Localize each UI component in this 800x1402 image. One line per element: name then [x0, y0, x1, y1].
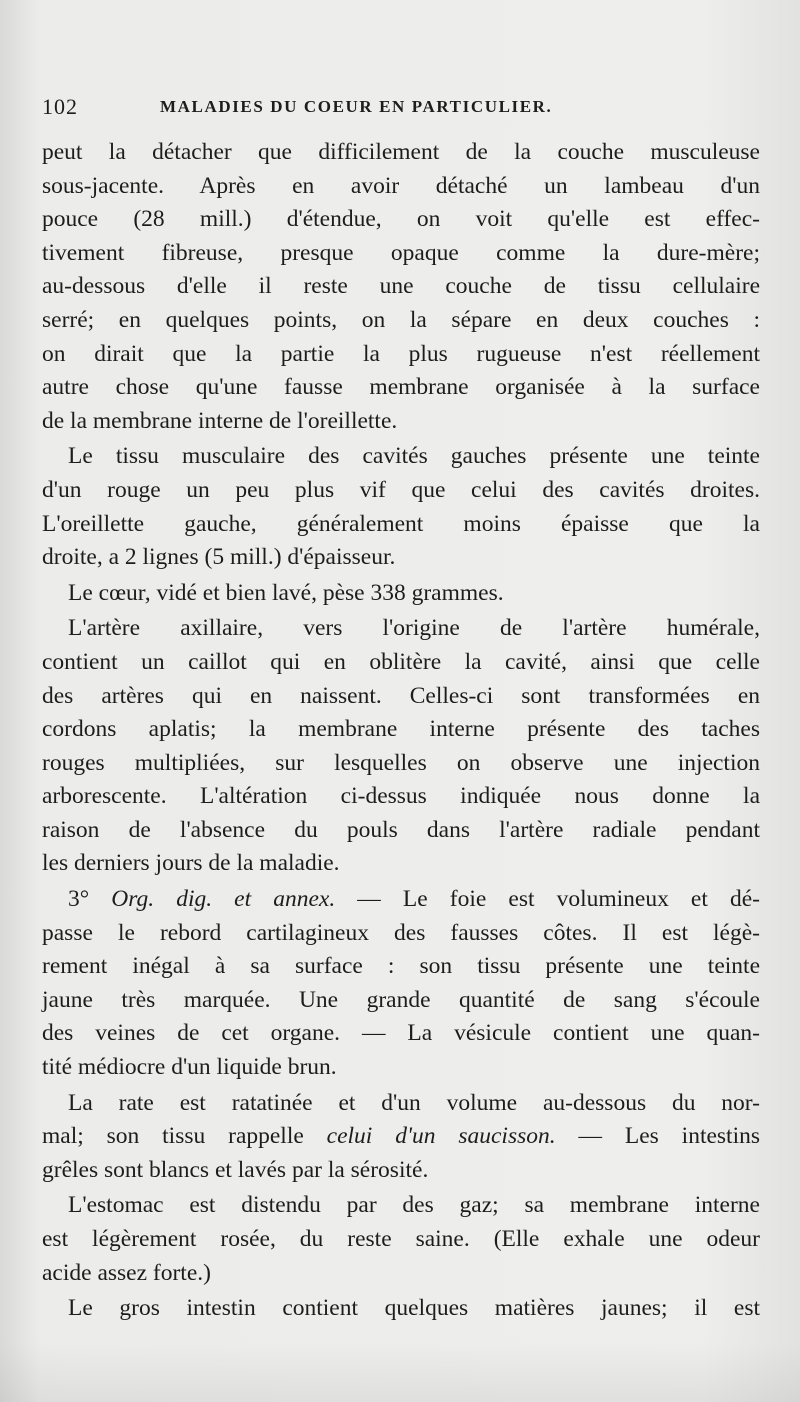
- page-header: [42, 94, 762, 124]
- text-line: rement inégal à sa surface : son tissu présente une teinte: [42, 953, 760, 980]
- text-line: des veines de cet organe. — La vésicule contient une quan-: [42, 1020, 760, 1047]
- section-heading: Org. dig. et annex.: [111, 886, 336, 913]
- text-line: rouges multipliées, sur lesquelles on observe une injection: [42, 749, 760, 776]
- text-line: au-dessous d'elle il reste une couche de tissu cellulaire: [42, 273, 760, 300]
- text-line: autre chose qu'une fausse membrane organisée à la surface: [42, 374, 760, 401]
- text-line: de la membrane interne de l'oreillette.: [42, 407, 398, 434]
- text-line: passe le rebord cartilagineux des fausses côtes. Il est légè-: [42, 919, 760, 946]
- paragraph: [42, 577, 760, 611]
- text-line: jaune très marquée. Une grande quantité de sang s'écoule: [42, 986, 760, 1013]
- text-line: acide assez forte.): [42, 1259, 211, 1286]
- paragraph: [42, 883, 760, 1085]
- text-line: est légèrement rosée, du reste saine. (Elle exhale une odeur: [42, 1226, 760, 1252]
- body-text: [42, 136, 760, 1326]
- text-line: on dirait que la partie la plus rugueuse n'est réellement: [42, 340, 760, 367]
- text-line: peut la détacher que difficilement de la couche musculeuse: [42, 139, 760, 165]
- text-line: les derniers jours de la maladie.: [42, 850, 340, 877]
- text-line: tité médiocre d'un liquide brun.: [42, 1054, 337, 1081]
- text-line: d'un rouge un peu plus vif que celui des cavités droites.: [42, 476, 760, 503]
- paragraph: [42, 612, 760, 881]
- text-line: raison de l'absence du pouls dans l'artère radiale pendant: [42, 816, 760, 843]
- text-line: sous-jacente. Après en avoir détaché un lambeau d'un: [42, 172, 760, 199]
- text-fragment: mal; son tissu rappelle: [42, 1123, 327, 1150]
- text-line: tivement fibreuse, presque opaque comme la dure-mère;: [42, 239, 760, 266]
- text-fragment: — Les intestins: [555, 1123, 760, 1150]
- text-line: grêles sont blancs et lavés par la sérosité.: [42, 1156, 429, 1183]
- paragraph: [42, 440, 760, 574]
- paragraph: [42, 1087, 760, 1188]
- text-line: [42, 883, 760, 917]
- paragraph: [42, 136, 760, 438]
- text-line: Le gros intestin contient quelques matières jaunes; il est: [68, 1295, 760, 1322]
- running-head: MALADIES DU COEUR EN PARTICULIER.: [160, 97, 553, 116]
- text-line: des artères qui en naissent. Celles-ci sont transformées en: [42, 682, 760, 709]
- text-fragment: — Le foie est volumineux et dé-: [335, 886, 760, 913]
- section-number: 3°: [68, 886, 112, 913]
- text-line: arborescente. L'altération ci-dessus indiquée nous donne la: [42, 783, 760, 810]
- text-line: [42, 1120, 760, 1154]
- text-line: serré; en quelques points, on la sépare en deux couches :: [42, 306, 760, 333]
- text-line: droite, a 2 lignes (5 mill.) d'épaisseur.: [42, 544, 396, 571]
- page-shadow: [0, 1342, 800, 1402]
- text-line: Le tissu musculaire des cavités gauches présente une teinte: [68, 443, 760, 470]
- text-line: L'oreillette gauche, généralement moins épaisse que la: [42, 510, 760, 537]
- text-line: L'artère axillaire, vers l'origine de l'artère humérale,: [68, 615, 760, 642]
- text-line: cordons aplatis; la membrane interne présente des taches: [42, 716, 760, 743]
- text-line: La rate est ratatinée et d'un volume au-dessous du nor-: [68, 1089, 760, 1116]
- paragraph: [42, 1292, 760, 1326]
- italic-phrase: celui d'un saucisson.: [326, 1123, 556, 1150]
- text-line: Le cœur, vidé et bien lavé, pèse 338 grammes.: [68, 579, 504, 606]
- page-number: 102: [42, 94, 78, 119]
- text-line: L'estomac est distendu par des gaz; sa membrane interne: [68, 1192, 760, 1219]
- text-line: pouce (28 mill.) d'étendue, on voit qu'elle est effec-: [42, 206, 760, 233]
- text-line: contient un caillot qui en oblitère la cavité, ainsi que celle: [42, 648, 760, 675]
- paragraph: [42, 1189, 760, 1290]
